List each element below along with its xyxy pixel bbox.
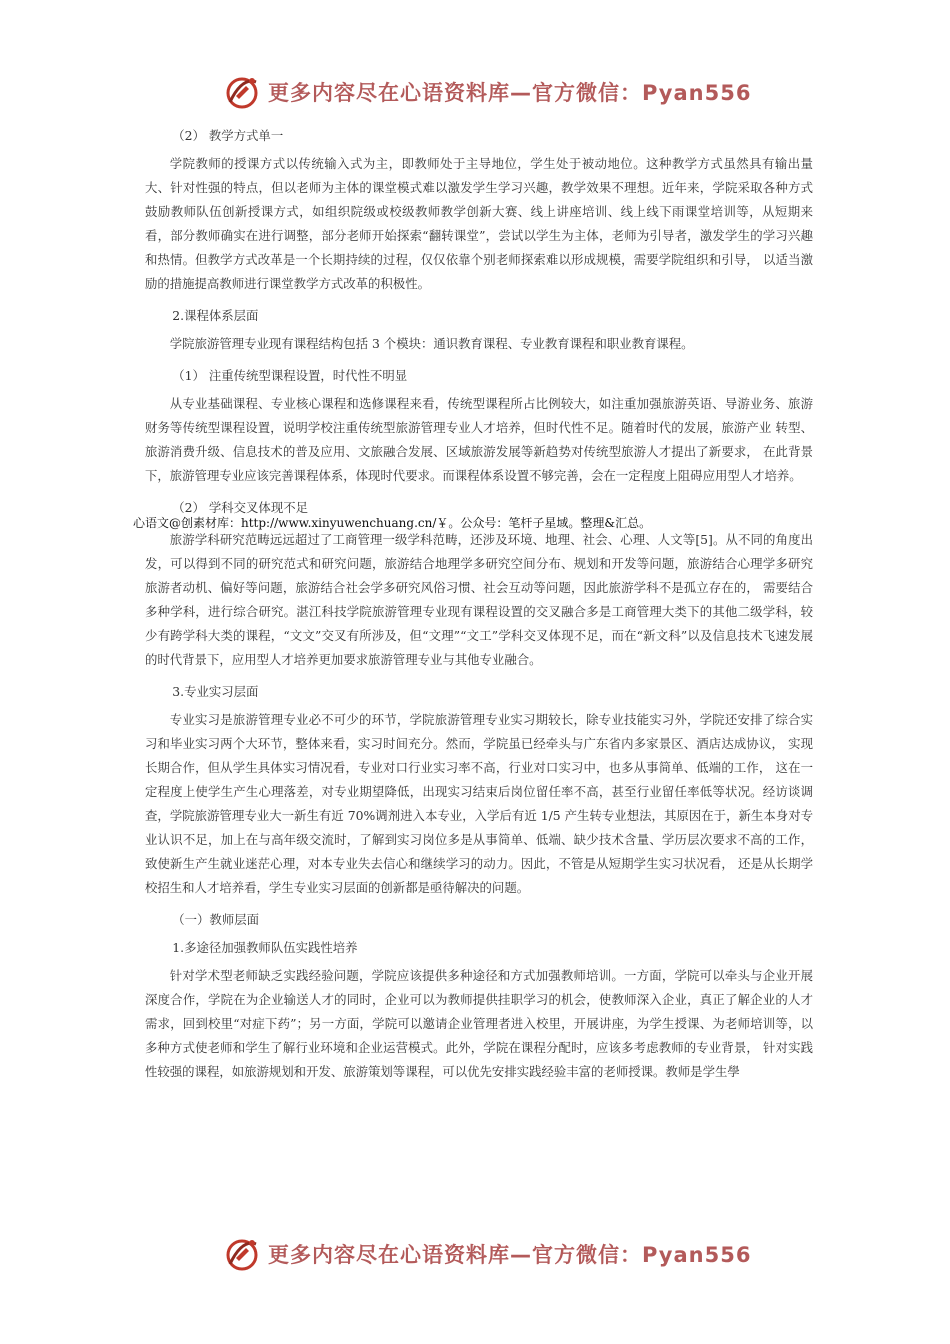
paragraph: 专业实习是旅游管理专业必不可少的环节，学院旅游管理专业实习期较长，除专业技能实习外，学院还安排了综合实习和毕业实习两个大环节，整体来看，实习时间充分。然而，学院虽已经牵头与广东省内多家景区、酒店达成协议， 实现长期合作，但从学生具体实习情况看，专业对口行业实习率不高，行业对口实习中，也多从事简单、低端的工作， 这在一定程度上使学生产生心理落差，对专业期望降低，出现实习结束后岗位留任率不高，甚至行业留任率低等状况。经访谈调查，学院旅游管理专业大一新生有近 70%调剂进入本专业，入学后有近 1/5 产生转专业想法，其原因在于，新生本身对专业认识不足，加上在与高年级交流时，了解到实习岗位多是从事简单、低端、缺少技术含量、学历层次要求不高的工作，致使新生产生就业迷茫心理，对本专业失去信心和继续学习的动力。因此，不管是从短期学生实习状况看， 还是从长期学校招生和人才培养看，学生专业实习层面的创新都是亟待解决的问题。 xyxy=(145,712,813,895)
section-heading: （1） 注重传统型课程设置，时代性不明显 xyxy=(172,368,408,383)
section-heading: （一）教师层面 xyxy=(172,912,259,927)
paragraph: 针对学术型老师缺乏实践经验问题，学院应该提供多种途径和方式加强教师培训。一方面，学院可以牵头与企业开展深度合作，学院在为企业输送人才的同时，企业可以为教师提供挂职学习的机会，使教师深入企业，真正了解企业的人才需求，回到校⾥“对症下药”；另一方面，学院可以邀请企业管理者进入校⾥，开展讲座，为学生授课、为老师培训等，以多种方式使老师和学生了解行业环境和企业运营模式。此外，学院在课程分配时，应该多考虑教师的专业背景， 针对实践性较强的课程，如旅游规划和开发、旅游策划等课程，可以优先安排实践经验丰富的老师授课。教师是学生學 xyxy=(145,968,813,1079)
header-banner xyxy=(222,70,752,114)
document-body xyxy=(133,124,813,1092)
watermark-line: 心语文@创素材库：http://www.xinyuwenchuang.cn/￥。公众号：笔杆子星域。整理&汇总。 xyxy=(133,516,652,530)
section-heading: 2.课程体系层面 xyxy=(172,308,259,323)
banner-text: 更多内容尽在心语资料库—官方微信：Pyan556 xyxy=(268,1243,752,1267)
paragraph: 学院教师的授课方式以传统输入式为主，即教师处于主导地位，学生处于被动地位。这种教学方式虽然具有输出量大、针对性强的特点，但以老师为主体的课堂模式难以激发学生学习兴趣，教学效果不理想。近年来，学院采取各种方式鼓励教师队伍创新授课方式，如组织院级或校级教师教学创新大赛、线上讲座培训、线上线下雨课堂培训等，从短期来看，部分教师确实在进行调整，部分老师开始探索“翻转课堂”，尝试以学生为主体，老师为引导者，激发学生的学习兴趣和热情。但教学方式改革是一个长期持续的过程，仅仅依靠个别老师探索难以形成规模，需要学院组织和引导， 以适当激励的措施提高教师进行课堂教学方式改革的积极性。 xyxy=(145,156,813,291)
section-heading: （2） 教学方式单一 xyxy=(172,128,284,143)
paragraph: 旅游学科研究范畴远远超过了工商管理一级学科范畴，还涉及环境、地理、社会、心理、人文等[5]。从不同的角度出发，可以得到不同的研究范式和研究问题，旅游结合地理学多研究空间分布、规划和开发等问题，旅游结合心理学多研究旅游者动机、偏好等问题，旅游结合社会学多研究风俗习惯、社会互动等问题，因此旅游学科不是孤立存在的， 需要结合多种学科，进行综合研究。湛江科技学院旅游管理专业现有课程设置的交叉融合多是工商管理大类下的其他二级学科，较少有跨学科大类的课程，“文文”交叉有所涉及，但“文理”“文工”学科交叉体现不足，而在“新文科”以及信息技术飞速发展的时代背景下，应用型人才培养更加要求旅游管理专业与其他专业融合。 xyxy=(145,532,813,667)
paragraph: 学院旅游管理专业现有课程结构包括 3 个模块：通识教育课程、专业教育课程和职业教育课程。 xyxy=(169,336,694,351)
logo-icon xyxy=(222,72,262,112)
section-heading: （2） 学科交叉体现不足 xyxy=(172,500,308,515)
section-heading: 3.专业实习层面 xyxy=(172,684,259,699)
section-heading: 1.多途径加强教师队伍实践性培养 xyxy=(172,940,358,955)
banner-text: 更多内容尽在心语资料库—官方微信：Pyan556 xyxy=(268,81,752,105)
paragraph: 从专业基础课程、专业核心课程和选修课程来看，传统型课程所占比例较大，如注重加强旅游英语、导游业务、旅游财务等传统型课程设置，说明学校注重传统型旅游管理专业人才培养，但时代性不足。随着时代的发展，旅游产业 转型、旅游消费升级、信息技术的普及应用、文旅融合发展、区域旅游发展等新趋势对传统型旅游人才提出了新要求， 在此背景下，旅游管理专业应该完善课程体系，体现时代要求。而课程体系设置不够完善，会在一定程度上阻碍应用型人才培养。 xyxy=(145,396,813,483)
logo-icon xyxy=(222,1234,262,1274)
footer-banner xyxy=(222,1232,752,1276)
